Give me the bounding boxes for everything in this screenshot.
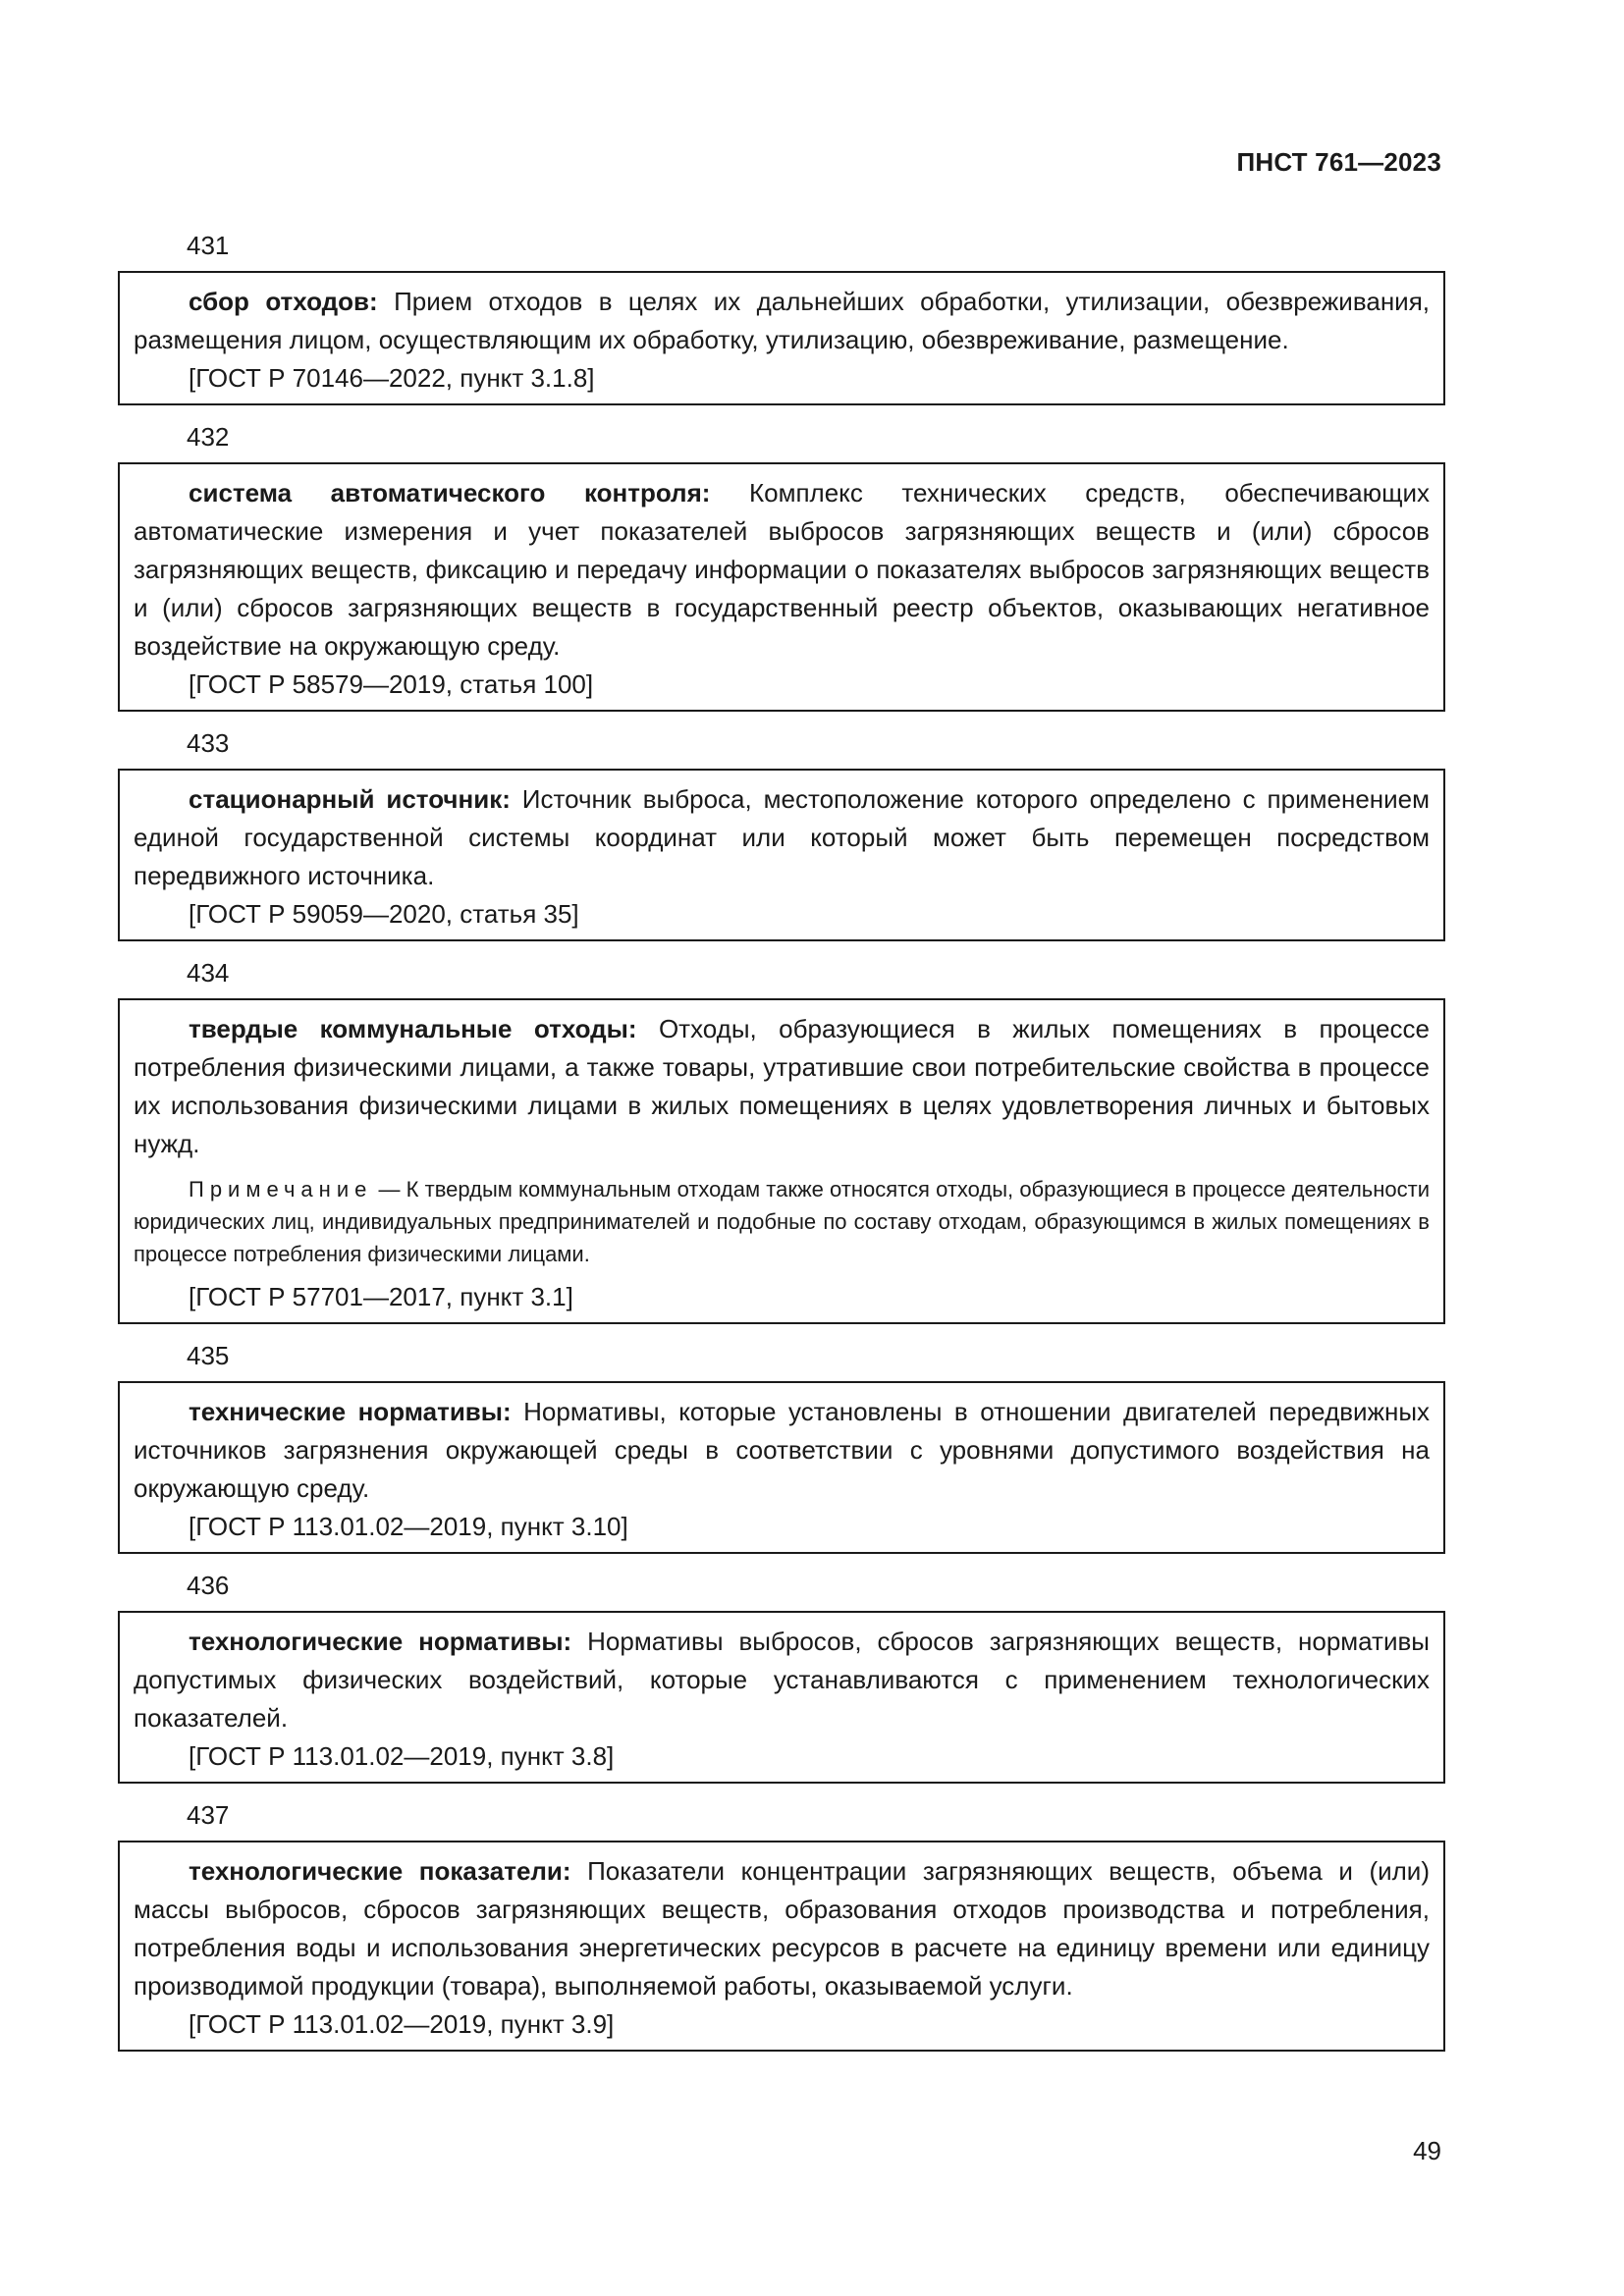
term-entry: [118, 1381, 1445, 1554]
note-label: Примечание: [189, 1177, 373, 1201]
definition-text: Нормативы, которые установлены в отношении двигателей передвижных источников загрязнения окружающей среды в соответствии с уровнями допустимого воздействия на окружающую среду.: [134, 1397, 1431, 1503]
term-entry: [118, 998, 1445, 1324]
term-definition: [134, 1623, 1430, 1737]
definition-text: Источник выброса, местоположение которого определено с применением единой государственной системы координат или который может быть перемещен посредством передвижного источника.: [134, 784, 1430, 890]
term-name: система автоматического контроля:: [189, 478, 711, 507]
term-number: 435: [187, 1341, 230, 1370]
term-source: [ГОСТ Р 70146—2022, пункт 3.1.8]: [189, 363, 595, 393]
term-source: [ГОСТ Р 113.01.02—2019, пункт 3.10]: [189, 1512, 628, 1541]
term-source: [ГОСТ Р 59059—2020, статья 35]: [189, 899, 579, 929]
term-number: 432: [187, 422, 230, 452]
term-source: [ГОСТ Р 57701—2017, пункт 3.1]: [189, 1282, 573, 1311]
term-name: технологические нормативы:: [189, 1627, 572, 1656]
page-number: 49: [1413, 2136, 1441, 2165]
term-entry: [118, 462, 1445, 712]
term-name: стационарный источник:: [189, 784, 511, 814]
term-name: сбор отходов:: [189, 287, 378, 316]
term-number: 437: [187, 1800, 230, 1830]
term-definition: [134, 780, 1430, 895]
term-number: 431: [187, 231, 230, 260]
term-name: технологические показатели:: [189, 1856, 571, 1886]
note-text: — К твердым коммунальным отходам также относятся отходы, образующиеся в процессе деятельности юридических лиц, индивидуальных предпринимателей и подобные по составу отходам, образующимся в жилых помещениях в процессе потребления физическими лицами.: [134, 1177, 1430, 1266]
term-note: [134, 1173, 1430, 1270]
term-definition: [134, 474, 1430, 666]
document-code: ПНСТ 761—2023: [1236, 147, 1441, 177]
definition-text: Показатели концентрации загрязняющих веществ, объема и (или) массы выбросов, сбросов загрязняющих веществ, образования отходов производства и потребления, потребления воды и использования энергетических ресурсов в расчете на единицу времени или единицу производимой продукции (товара), выполняемой работы, оказываемой услуги.: [134, 1856, 1430, 2001]
term-definition: [134, 1852, 1430, 2005]
term-entry: [118, 769, 1445, 941]
term-source: [ГОСТ Р 113.01.02—2019, пункт 3.8]: [189, 1741, 615, 1771]
term-source: [ГОСТ Р 58579—2019, статья 100]: [189, 669, 594, 699]
term-entry: [118, 1611, 1445, 1784]
term-definition: [134, 1010, 1430, 1163]
term-number: 434: [187, 958, 230, 988]
definition-text: Отходы, образующиеся в жилых помещениях в процессе потребления физическими лицами, а также товары, утратившие свои потребительские свойства в процессе их использования физическими лицами в жилых помещениях в целях удовлетворения личных и бытовых нужд.: [134, 1014, 1430, 1158]
term-number: 433: [187, 728, 230, 758]
definition-text: Нормативы выбросов, сбросов загрязняющих веществ, нормативы допустимых физических воздействий, которые устанавливаются с применением технологических показателей.: [134, 1627, 1430, 1733]
definition-text: Комплекс технических средств, обеспечивающих автоматические измерения и учет показателей выбросов загрязняющих веществ и (или) сбросов загрязняющих веществ, фиксацию и передачу информации о показателях выбросов загрязняющих веществ и (или) сбросов загрязняющих веществ в государственный реестр объектов, оказывающих негативное воздействие на окружающую среду.: [134, 478, 1430, 661]
term-entry: [118, 271, 1445, 405]
term-source: [ГОСТ Р 113.01.02—2019, пункт 3.9]: [189, 2009, 615, 2039]
term-name: твердые коммунальные отходы:: [189, 1014, 637, 1043]
term-entry: [118, 1841, 1445, 2052]
term-number: 436: [187, 1571, 230, 1600]
term-name: технические нормативы:: [189, 1397, 512, 1426]
term-definition: [134, 283, 1430, 359]
term-definition: [134, 1393, 1430, 1508]
terms-list: [118, 224, 1445, 2061]
definition-text: Прием отходов в целях их дальнейших обработки, утилизации, обезвреживания, размещения лицом, осуществляющим их обработку, утилизацию, обезвреживание, размещение.: [134, 287, 1431, 354]
